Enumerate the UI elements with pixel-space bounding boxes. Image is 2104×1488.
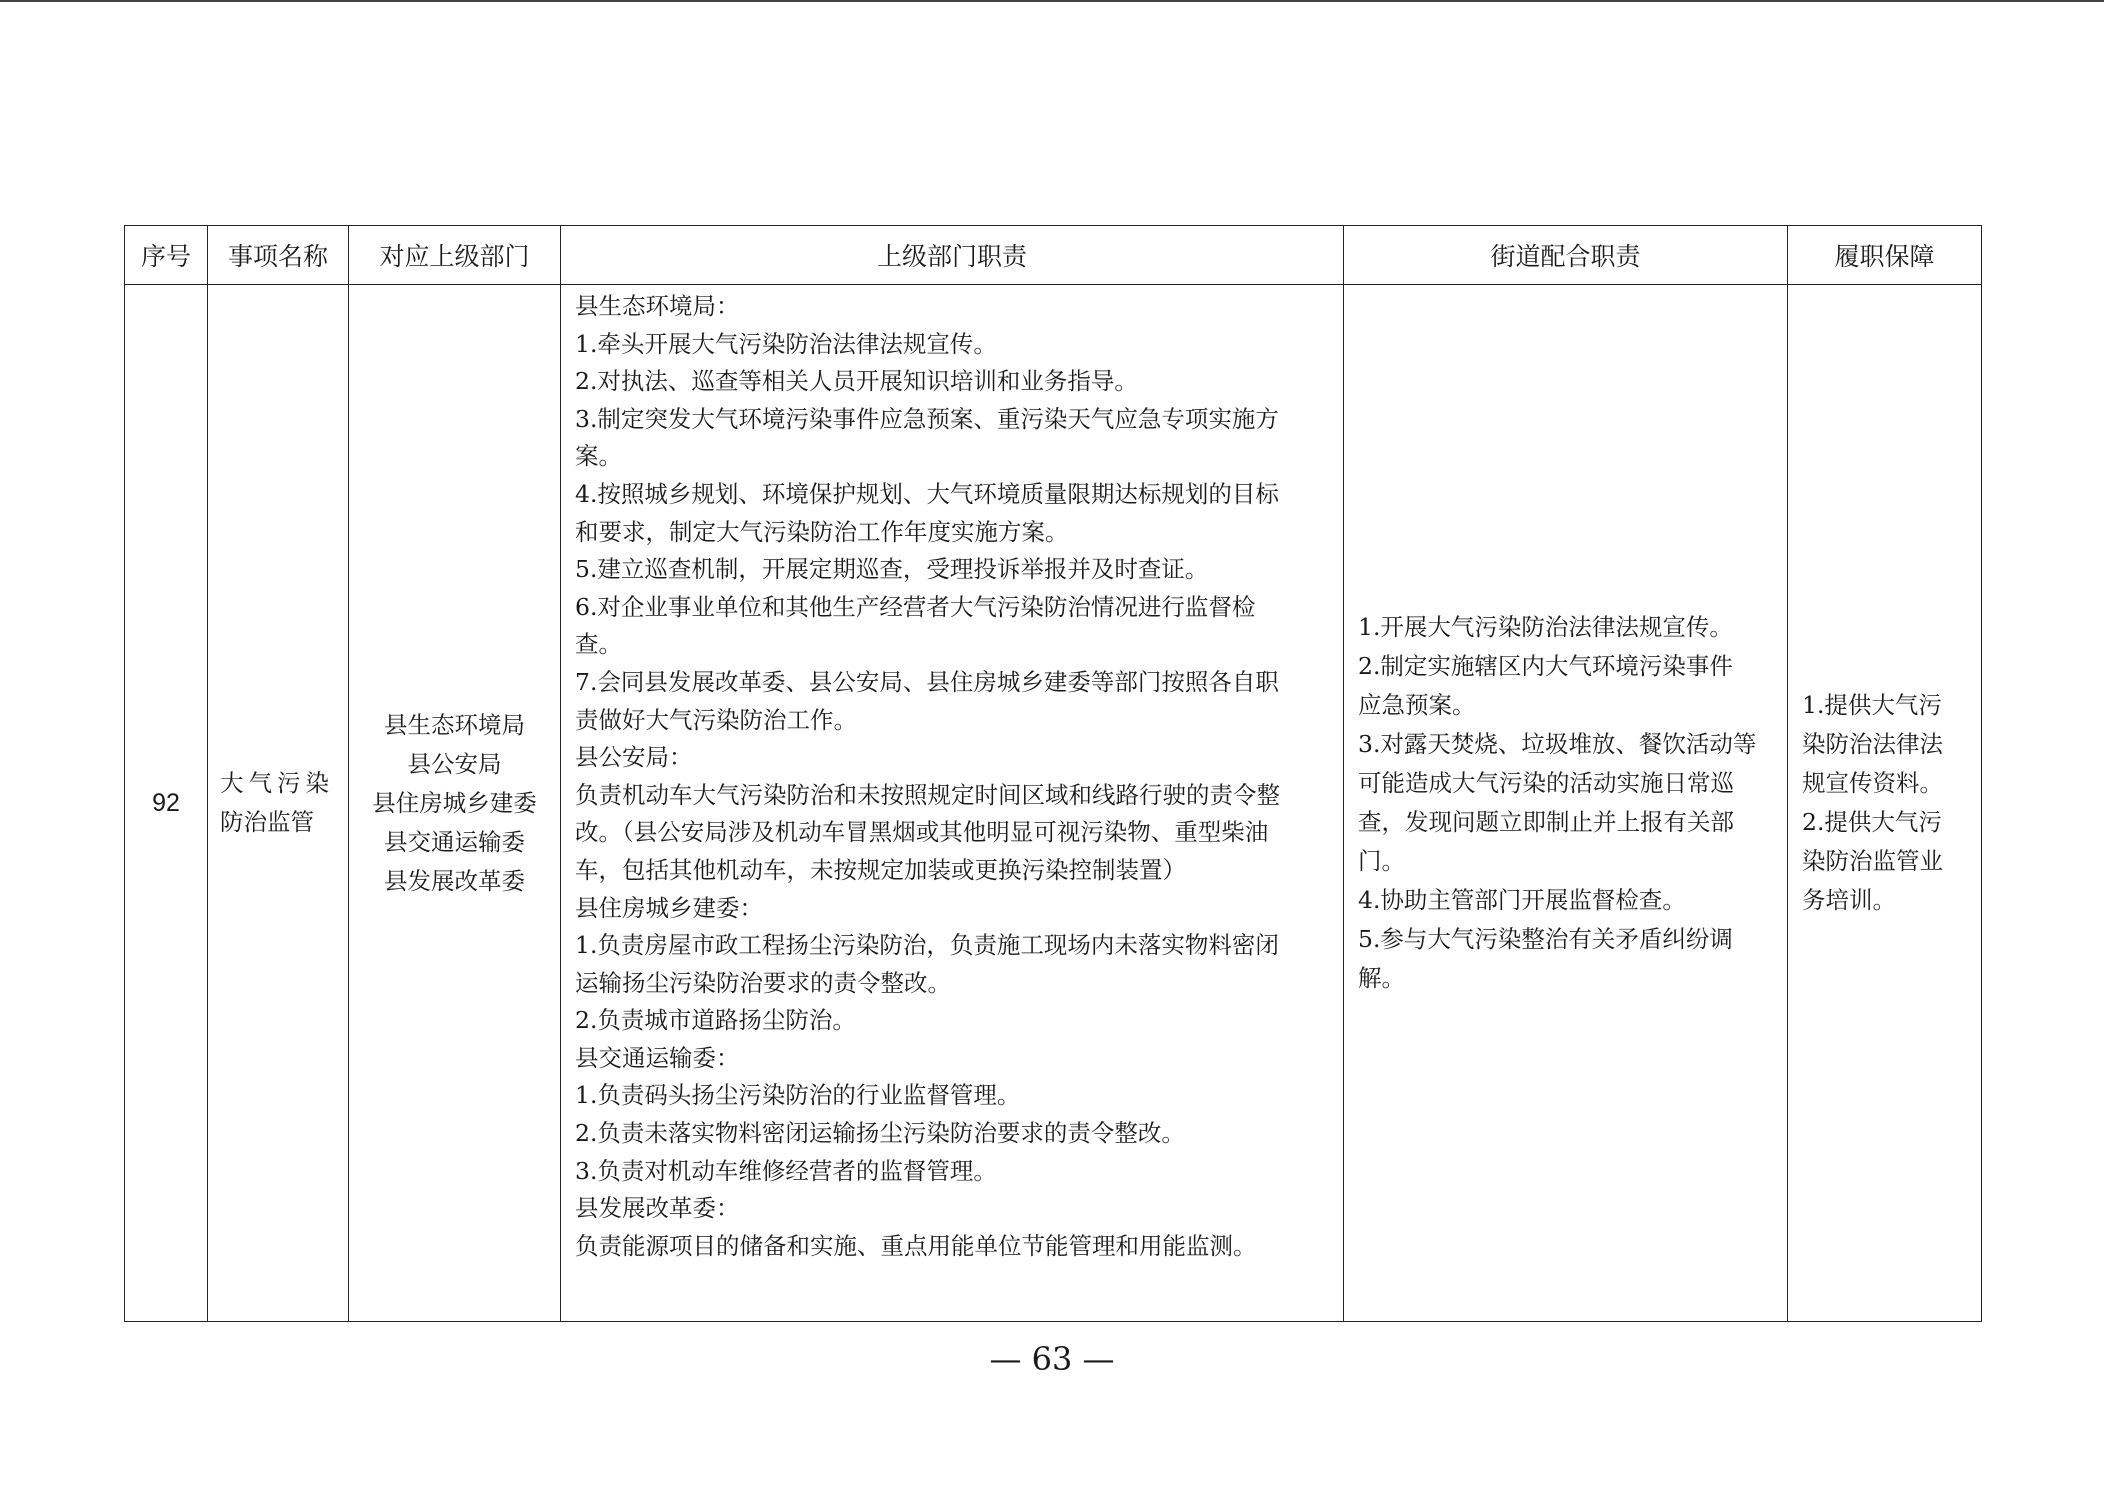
duty-line: 7.会同县发展改革委、县公安局、县住房城乡建委等部门按照各自职 <box>575 667 1279 696</box>
duty-line: 责做好大气污染防治工作。 <box>575 705 857 734</box>
duty-line: 6.对企业事业单位和其他生产经营者大气污染防治情况进行监督检 <box>575 592 1256 621</box>
duty-line: 县住房城乡建委： <box>575 893 763 922</box>
department-line: 县公安局 <box>407 749 502 778</box>
department-line: 县交通运输委 <box>384 827 525 856</box>
department-line: 县住房城乡建委 <box>372 788 537 817</box>
header-guarantee: 履职保障 <box>1788 226 1982 285</box>
street-duty-line: 应急预案。 <box>1358 691 1476 719</box>
street-duty-line: 1.开展大气污染防治法律法规宣传。 <box>1358 613 1733 641</box>
street-duty-line: 2.制定实施辖区内大气环境污染事件 <box>1358 652 1733 680</box>
duty-line: 和要求，制定大气污染防治工作年度实施方案。 <box>575 517 1069 546</box>
header-number: 序号 <box>125 226 208 285</box>
guarantee-line: 规宣传资料。 <box>1802 769 1943 797</box>
duty-line: 车，包括其他机动车，未按规定加装或更换污染控制装置） <box>575 855 1186 884</box>
duty-line: 查。 <box>575 630 622 659</box>
guarantee-line: 染防治法律法 <box>1802 730 1943 758</box>
duty-line: 2.负责城市道路扬尘防治。 <box>575 1006 856 1035</box>
duty-line: 负责机动车大气污染防治和未按照规定时间区域和线路行驶的责令整 <box>575 780 1280 809</box>
street-duty-line: 解。 <box>1358 964 1405 992</box>
duty-line: 县公安局： <box>575 743 693 772</box>
duty-line: 2.负责未落实物料密闭运输扬尘污染防治要求的责令整改。 <box>575 1119 1185 1148</box>
header-street-duties: 街道配合职责 <box>1344 226 1788 285</box>
duty-line: 2.对执法、巡查等相关人员开展知识培训和业务指导。 <box>575 367 1138 396</box>
guarantee-line: 务培训。 <box>1802 886 1896 914</box>
table-header-row <box>125 226 1982 285</box>
duty-line: 3.负责对机动车维修经营者的监督管理。 <box>575 1156 997 1185</box>
duty-line: 3.制定突发大气环境污染事件应急预案、重污染天气应急专项实施方 <box>575 404 1279 433</box>
duty-line: 负责能源项目的储备和实施、重点用能单位节能管理和用能监测。 <box>575 1231 1257 1260</box>
street-duty-line: 5.参与大气污染整治有关矛盾纠纷调 <box>1358 925 1733 953</box>
header-superior-department: 对应上级部门 <box>349 226 561 285</box>
header-item-name: 事项名称 <box>208 226 349 285</box>
department-line: 县发展改革委 <box>384 866 525 895</box>
duty-line: 县生态环境局： <box>575 292 740 320</box>
duty-line: 5.建立巡查机制，开展定期巡查，受理投诉举报并及时查证。 <box>575 555 1209 584</box>
duty-line: 改。（县公安局涉及机动车冒黑烟或其他明显可视污染物、重型柴油 <box>575 818 1269 847</box>
table-row <box>125 285 1982 1322</box>
guarantee-cell <box>1788 285 1982 1322</box>
guarantee-line: 2.提供大气污 <box>1802 808 1942 836</box>
duty-line: 4.按照城乡规划、环境保护规划、大气环境质量限期达标规划的目标 <box>575 479 1279 508</box>
page-number: — 63 — <box>989 1340 1115 1378</box>
header-superior-duties: 上级部门职责 <box>561 226 1344 285</box>
duty-line: 1.负责码头扬尘污染防治的行业监督管理。 <box>575 1081 1021 1110</box>
duty-line: 1.牵头开展大气污染防治法律法规宣传。 <box>575 329 997 358</box>
street-duty-line: 4.协助主管部门开展监督检查。 <box>1358 886 1686 914</box>
guarantee-line: 1.提供大气污 <box>1802 691 1942 719</box>
duty-line: 案。 <box>575 442 622 471</box>
guarantee-line: 染防治监管业 <box>1802 847 1943 875</box>
top-rule <box>0 0 2104 2</box>
duty-line: 县交通运输委： <box>575 1043 740 1072</box>
street-duty-line: 门。 <box>1358 847 1405 875</box>
superior-duties-cell <box>561 285 1344 1322</box>
duty-line: 1.负责房屋市政工程扬尘污染防治，负责施工现场内未落实物料密闭 <box>575 931 1279 960</box>
item-name-line: 防治监管 <box>220 808 314 836</box>
department-cell <box>349 285 561 1322</box>
street-duty-line: 可能造成大气污染的活动实施日常巡 <box>1358 769 1734 797</box>
duty-line: 县发展改革委： <box>575 1194 740 1223</box>
item-name-line: 大气污染 <box>220 769 334 797</box>
duty-line: 运输扬尘污染防治要求的责令整改。 <box>575 968 951 997</box>
item-name-cell <box>208 285 349 1322</box>
street-duties-cell <box>1344 285 1788 1322</box>
street-duty-line: 查，发现问题立即制止并上报有关部 <box>1358 808 1734 836</box>
street-duty-line: 3.对露天焚烧、垃圾堆放、餐饮活动等 <box>1358 730 1757 758</box>
row-number: 92 <box>125 285 208 1322</box>
department-line: 县生态环境局 <box>384 710 525 739</box>
duty-table <box>124 225 1982 1322</box>
